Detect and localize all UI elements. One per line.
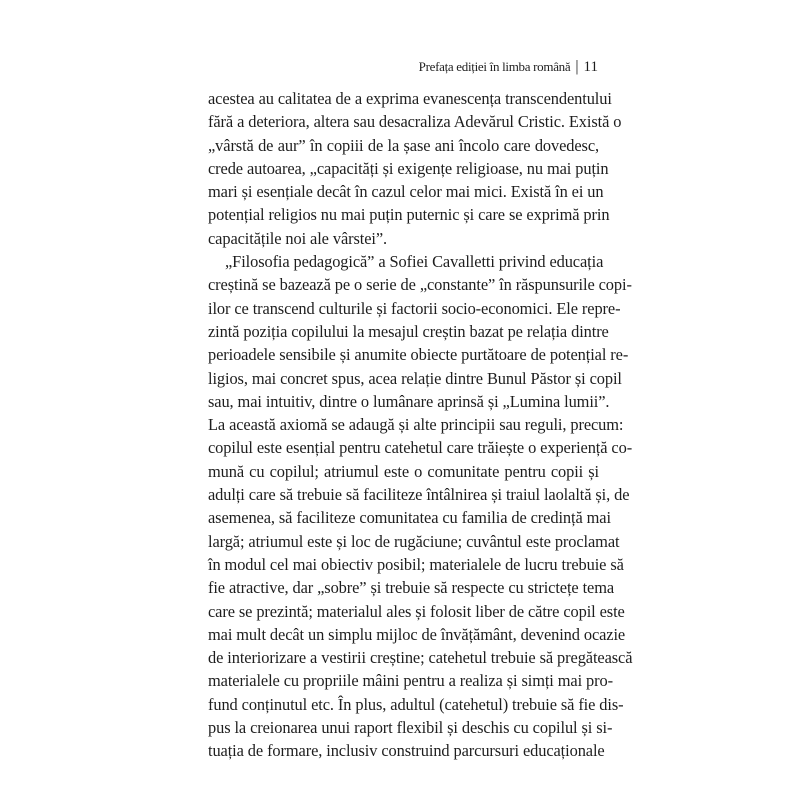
text-line: mună cu copilul; atriumul este o comunitate pentru copii și — [208, 461, 599, 481]
text-line: mari și esențiale decât în cazul celor mai mici. Există în ei un — [208, 182, 604, 202]
text-line: „vârstă de aur” în copiii de la șase ani încolo care dovedesc, — [208, 135, 599, 155]
text-line: fără a deteriora, altera sau desacraliza Adevărul Cristic. Există o — [208, 112, 622, 132]
text-line: adulți care să trebuie să faciliteze întâlnirea și traiul laolaltă și, de — [208, 485, 630, 505]
text-line: de interiorizare a vestirii creștine; catehetul trebuie să pregătească — [208, 648, 633, 668]
text-line: mai mult decât un simplu mijloc de învățământ, devenind ocazie — [208, 624, 626, 644]
text-line: pus la creionarea unui raport flexibil și deschis cu copilul și si- — [208, 718, 613, 738]
text-line: acestea au calitatea de a exprima evanescența transcendentului — [208, 89, 612, 108]
body-text — [208, 87, 633, 763]
text-line: „Filosofia pedagogică” a Sofiei Cavalletti privind educația — [225, 252, 604, 272]
text-line: potențial religios nu mai puțin puternic și care se exprimă prin — [208, 205, 610, 225]
text-line: care se prezintă; materialul ales și folosit liber de către copil este — [208, 601, 625, 621]
text-line: fie atractive, dar „sobre” și trebuie să respecte cu strictețe tema — [208, 578, 615, 598]
text-line: creștină se bazează pe o serie de „constante” în răspunsurile copi- — [208, 275, 632, 295]
text-line: La această axiomă se adaugă și alte principii sau reguli, precum: — [208, 415, 624, 435]
text-line: largă; atriumul este și loc de rugăciune; cuvântul este proclamat — [208, 531, 620, 551]
running-title: Prefața ediției în limba română — [418, 59, 571, 74]
text-line: materialele cu propriile mâini pentru a realiza și simți mai pro- — [208, 671, 613, 691]
header-separator: | — [575, 58, 579, 75]
text-line: zintă poziția copilului la mesajul creștin bazat pe relația dintre — [208, 321, 609, 341]
text-line: crede autoarea, „capacități și exigențe religioase, nu mai puțin — [208, 158, 609, 178]
text-line: asemenea, să faciliteze comunitatea cu familia de credință mai — [208, 508, 611, 528]
running-header — [419, 58, 598, 76]
text-line: sau, mai intuitiv, dintre o lumânare aprinsă și „Lumina lumii”. — [208, 391, 610, 411]
text-line: capacitățile noi ale vârstei”. — [208, 228, 388, 248]
text-line: copilul este esențial pentru catehetul care trăiește o experiență co- — [208, 438, 633, 458]
text-line: fund conținutul etc. În plus, adultul (catehetul) trebuie să fie dis- — [208, 694, 624, 714]
text-line: ilor ce transcend culturile și factorii socio-economici. Ele repre- — [208, 298, 621, 318]
page-number: 11 — [583, 58, 598, 75]
text-line: perioadele sensibile și anumite obiecte purtătoare de potențial re- — [208, 345, 629, 365]
text-line: ligios, mai concret spus, acea relație dintre Bunul Păstor și copil — [208, 368, 622, 388]
text-line: tuația de formare, inclusiv construind parcursuri educaționale — [208, 741, 605, 761]
text-line: în modul cel mai obiectiv posibil; materialele de lucru trebuie să — [208, 554, 624, 574]
